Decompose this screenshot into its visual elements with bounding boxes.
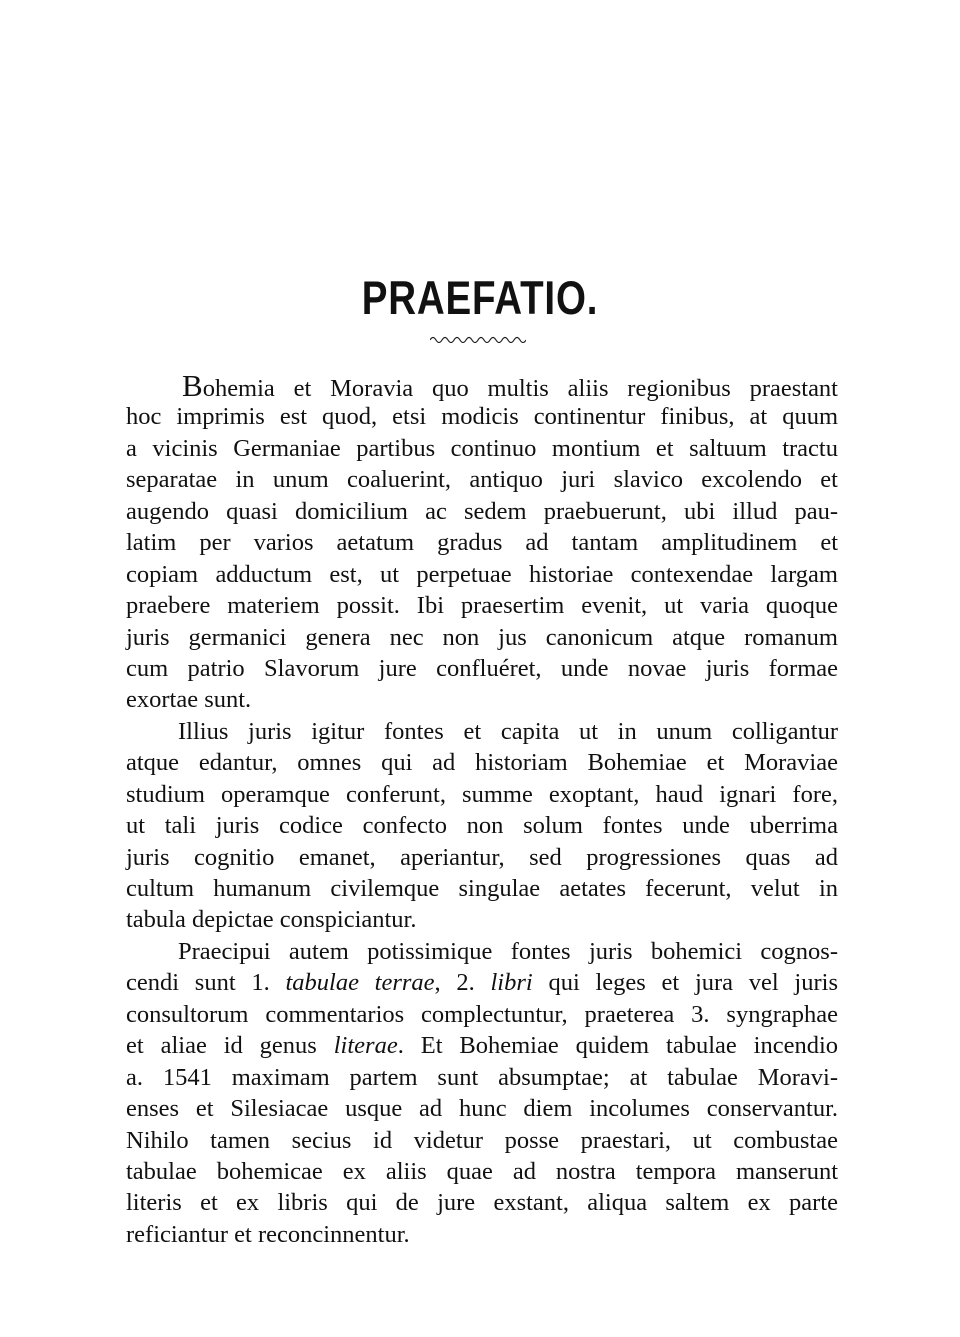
text-line: literis et ex libris qui de jure exstant, aliqua saltem ex parte: [126, 1189, 838, 1217]
text-line: consultorum commentarios complectuntur, praeterea 3. syngraphae: [126, 1000, 838, 1028]
paragraph-2: [126, 716, 838, 936]
text-line: reficiantur et reconcinnentur.: [126, 1220, 410, 1248]
initial-letter: B: [182, 368, 203, 403]
text-line: a. 1541 maximam partem sunt absumptae; at tabulae Moravi-: [126, 1063, 838, 1091]
text-line: ut tali juris codice confecto non solum fontes unde uberrima: [126, 812, 838, 840]
text-line: et aliae id genus literae. Et Bohemiae quidem tabulae incendio: [126, 1032, 839, 1060]
text-line: tabula depictae conspiciantur.: [126, 906, 417, 934]
text-line: augendo quasi domicilium ac sedem praebuerunt, ubi illud pau-: [126, 497, 838, 525]
text-line: Illius juris igitur fontes et capita ut in unum colligantur: [178, 717, 838, 745]
preface-body: [126, 370, 838, 1250]
text-line: Praecipui autem potissimique fontes juris bohemici cognos-: [178, 937, 838, 965]
text-line: cum patrio Slavorum jure confluéret, unde novae juris formae: [126, 654, 838, 682]
text-line: juris cognitio emanet, aperiantur, sed progressiones quas ad: [126, 843, 838, 871]
text-line: juris germanici genera nec non jus canonicum atque romanum: [126, 623, 838, 651]
text-line: separatae in unum coaluerint, antiquo juri slavico excolendo et: [126, 466, 838, 494]
text-line: atque edantur, omnes qui ad historiam Bohemiae et Moraviae: [126, 749, 838, 777]
text-line: Bohemia et Moravia quo multis aliis regionibus praestant: [182, 368, 838, 403]
paragraph-1: [126, 370, 838, 716]
text-line: enses et Silesiacae usque ad hunc diem incolumes conservantur.: [126, 1095, 838, 1123]
text-line: cendi sunt 1. tabulae terrae, 2. libri qui leges et jura vel juris: [126, 969, 838, 997]
text-line: studium operamque conferunt, summe exoptant, haud ignari fore,: [126, 780, 838, 808]
text-line: a vicinis Germaniae partibus continuo montium et saltuum tractu: [126, 434, 838, 462]
text-line: cultum humanum civilemque singulae aetates fecerunt, velut in: [126, 875, 838, 902]
text-line: praebere materiem possit. Ibi praesertim evenit, ut varia quoque: [126, 592, 838, 620]
paragraph-3: [126, 936, 838, 1250]
text-line: exortae sunt.: [126, 686, 252, 714]
text-line: latim per varios aetatum gradus ad tantam amplitudinem et: [126, 529, 838, 557]
page-title: PRAEFATIO.: [361, 271, 599, 324]
wavy-rule-ornament: [430, 333, 526, 343]
text-line: copiam adductum est, ut perpetuae historiae contexendae largam: [126, 560, 838, 588]
text-line: hoc imprimis est quod, etsi modicis continentur finibus, at quum: [126, 403, 838, 431]
text-line: tabulae bohemicae ex aliis quae ad nostra tempora manserunt: [126, 1157, 838, 1185]
text-line: Nihilo tamen secius id videtur posse praestari, ut combustae: [126, 1126, 838, 1154]
